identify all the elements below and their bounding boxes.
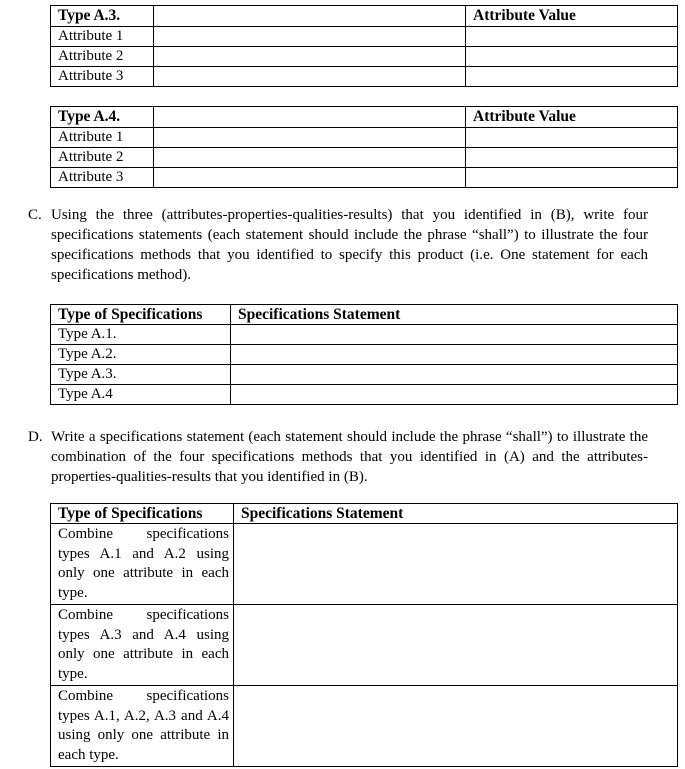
statement-cell[interactable]: [234, 605, 678, 686]
statement-cell[interactable]: [234, 524, 678, 605]
table-type-header: Type A.4.: [51, 107, 154, 128]
type-header: Type of Specifications: [51, 504, 234, 524]
table-type-header: Type A.3.: [51, 6, 154, 27]
statement-cell[interactable]: [231, 345, 678, 365]
section-c-paragraph: [28, 205, 648, 285]
attribute-name-cell[interactable]: [154, 107, 466, 128]
statement-header: Specifications Statement: [234, 504, 678, 524]
section-d-text: Write a specifications statement (each statement should include the phrase “shall”) to illustrate the combination of the four specifications methods that you identified in (A) and the attributes-properties-qualities-results that you identified in (B).: [51, 429, 648, 485]
attribute-name-cell[interactable]: [154, 128, 466, 148]
attribute-label: Attribute 2: [51, 148, 154, 168]
type-cell: Combine specifications types A.3 and A.4 using only one attribute in each type.: [51, 605, 234, 686]
attribute-name-cell[interactable]: [154, 148, 466, 168]
statement-cell[interactable]: [231, 385, 678, 405]
attribute-name-cell[interactable]: [154, 67, 466, 87]
attribute-label: Attribute 3: [51, 67, 154, 87]
statement-header: Specifications Statement: [231, 305, 678, 325]
attribute-table-a4: [50, 106, 678, 188]
section-d-paragraph: [28, 427, 648, 487]
attribute-value-cell[interactable]: [466, 67, 678, 87]
attribute-label: Attribute 1: [51, 128, 154, 148]
type-cell: Type A.1.: [51, 325, 231, 345]
attribute-label: Attribute 1: [51, 27, 154, 47]
type-cell: Combine specifications types A.1 and A.2 using only one attribute in each type.: [51, 524, 234, 605]
attribute-value-cell[interactable]: [466, 27, 678, 47]
attribute-label: Attribute 2: [51, 47, 154, 67]
attribute-value-cell[interactable]: [466, 148, 678, 168]
type-cell: Combine specifications types A.1, A.2, A.3 and A.4 using only one attribute in each type.: [51, 686, 234, 767]
attribute-value-header: Attribute Value: [466, 6, 678, 27]
attribute-table-a3: [50, 5, 678, 87]
statement-cell[interactable]: [231, 365, 678, 385]
attribute-name-cell[interactable]: [154, 47, 466, 67]
attribute-value-cell[interactable]: [466, 47, 678, 67]
type-cell: Type A.3.: [51, 365, 231, 385]
attribute-value-cell[interactable]: [466, 168, 678, 188]
type-cell: Type A.2.: [51, 345, 231, 365]
attribute-value-cell[interactable]: [466, 128, 678, 148]
statement-cell[interactable]: [231, 325, 678, 345]
type-header: Type of Specifications: [51, 305, 231, 325]
section-c-label: C.: [28, 207, 42, 223]
section-d-label: D.: [28, 429, 43, 445]
attribute-value-header: Attribute Value: [466, 107, 678, 128]
section-c-text: Using the three (attributes-properties-qualities-results) that you identified in (B), write four specifications statements (each statement should include the phrase “shall”) to illustrate the four specifications methods that you identified to specify this product (i.e. One statement for each specifications method).: [51, 207, 648, 283]
statement-cell[interactable]: [234, 686, 678, 767]
spec-table-c: [50, 304, 678, 405]
attribute-name-cell[interactable]: [154, 27, 466, 47]
attribute-name-cell[interactable]: [154, 168, 466, 188]
attribute-name-cell[interactable]: [154, 6, 466, 27]
type-cell: Type A.4: [51, 385, 231, 405]
attribute-label: Attribute 3: [51, 168, 154, 188]
spec-table-d: [50, 503, 678, 767]
